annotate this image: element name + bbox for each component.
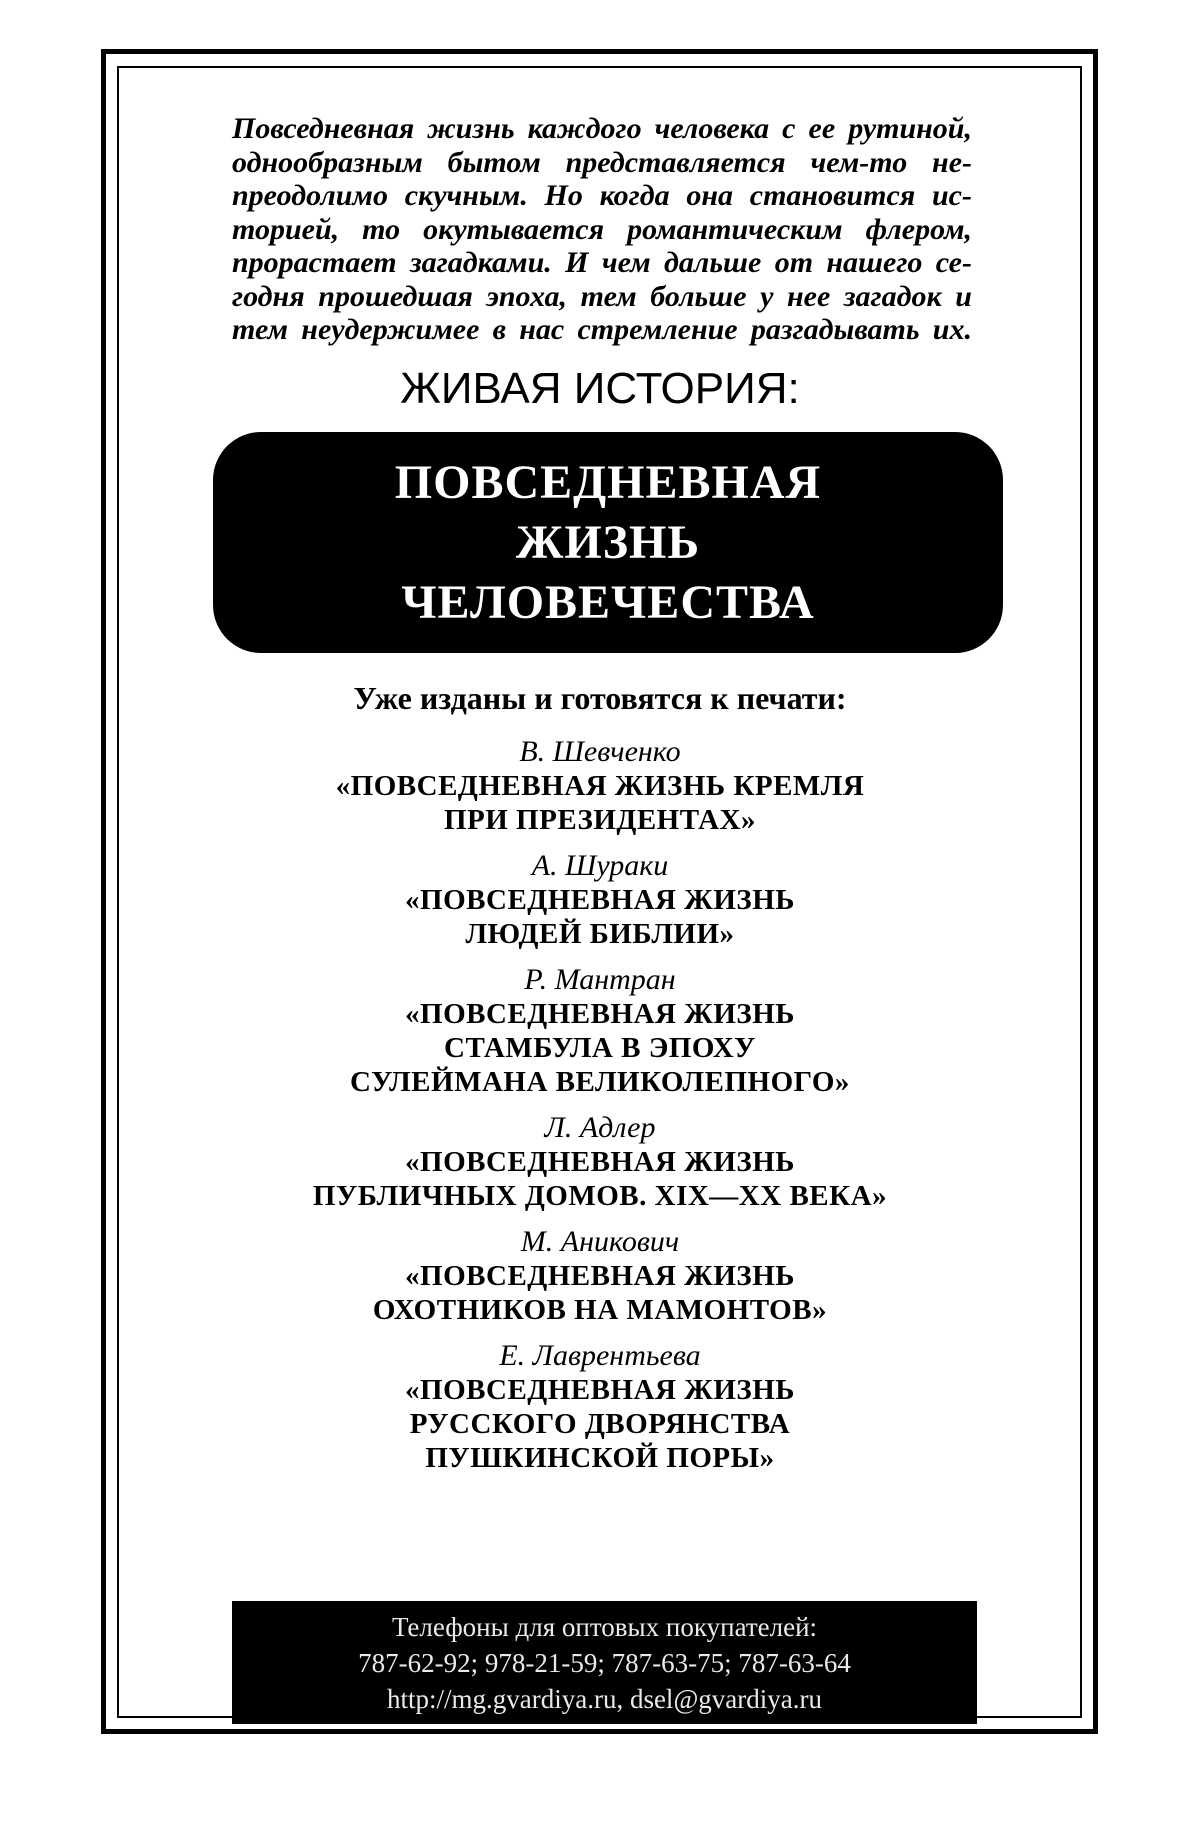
book-entry (0, 963, 1200, 1099)
book-entry (0, 735, 1200, 837)
book-title-line: «ПОВСЕДНЕВНАЯ ЖИЗНЬ КРЕМЛЯ (335, 770, 865, 802)
intro-line: однообразным бытом представляется чем-то не- (232, 145, 972, 179)
book-title-line: «ПОВСЕДНЕВНАЯ ЖИЗНЬ (405, 1146, 795, 1178)
book-title-line: ПУБЛИЧНЫХ ДОМОВ. XIX—XX ВЕКА» (312, 1180, 888, 1212)
book-title-line: РУССКОГО ДВОРЯНСТВА (409, 1408, 791, 1440)
book-author: М. Аникович (520, 1225, 680, 1258)
contacts-web: http://mg.gvardiya.ru, dsel@gvardiya.ru (386, 1683, 823, 1714)
book-author: Е. Лаврентьева (499, 1339, 701, 1372)
book-title-line: ОХОТНИКОВ НА МАМОНТОВ» (372, 1294, 828, 1326)
book-entry (0, 1339, 1200, 1475)
series-title-banner (213, 432, 1003, 653)
book-author: Л. Адлер (544, 1111, 656, 1144)
intro-line: прорастает загадками. И чем дальше от нашего се- (232, 246, 972, 279)
series-title-line: ЖИЗНЬ (515, 515, 701, 569)
book-title-line: «ПОВСЕДНЕВНАЯ ЖИЗНЬ (405, 1260, 795, 1292)
book-author: Р. Мантран (524, 963, 676, 996)
book-title-line: ПРИ ПРЕЗИДЕНТАХ» (443, 804, 757, 836)
book-title-line: СУЛЕЙМАНА ВЕЛИКОЛЕПНОГО» (350, 1066, 850, 1098)
book-author: В. Шевченко (519, 735, 681, 768)
series-label: ЖИВАЯ ИСТОРИЯ: (400, 364, 800, 413)
book-title-line: «ПОВСЕДНЕВНАЯ ЖИЗНЬ (405, 998, 795, 1030)
contacts-block (232, 1601, 977, 1724)
book-title-line: «ПОВСЕДНЕВНАЯ ЖИЗНЬ (405, 1374, 795, 1406)
book-entry (0, 1111, 1200, 1213)
book-entry (0, 849, 1200, 951)
intro-paragraph (232, 112, 972, 347)
series-title-line: ПОВСЕДНЕВНАЯ (394, 455, 822, 509)
book-title-line: «ПОВСЕДНЕВНАЯ ЖИЗНЬ (405, 884, 795, 916)
book-list (0, 735, 1200, 1487)
series-title-line: ЧЕЛОВЕЧЕСТВА (401, 575, 815, 629)
intro-line: Повседневная жизнь каждого человека с ее рутиной, (232, 112, 972, 145)
contacts-label: Телефоны для оптовых покупателей: (391, 1611, 818, 1642)
intro-line: торией, то окутывается романтическим флером, (232, 212, 972, 246)
book-entry (0, 1225, 1200, 1327)
contacts-phones: 787-62-92; 978-21-59; 787-63-75; 787-63-64 (358, 1647, 851, 1678)
intro-line: тем неудержимее в нас стремление разгадывать их. (232, 313, 972, 346)
book-author: А. Шураки (531, 849, 669, 882)
intro-line: преодолимо скучным. Но когда она становится ис- (232, 179, 972, 212)
intro-line: годня прошедшая эпоха, тем больше у нее загадок и (232, 279, 972, 313)
published-heading: Уже изданы и готовятся к печати: (353, 680, 847, 716)
book-title-line: ПУШКИНСКОЙ ПОРЫ» (425, 1442, 775, 1474)
book-title-line: ЛЮДЕЙ БИБЛИИ» (465, 918, 735, 950)
book-title-line: СТАМБУЛА В ЭПОХУ (444, 1032, 756, 1064)
